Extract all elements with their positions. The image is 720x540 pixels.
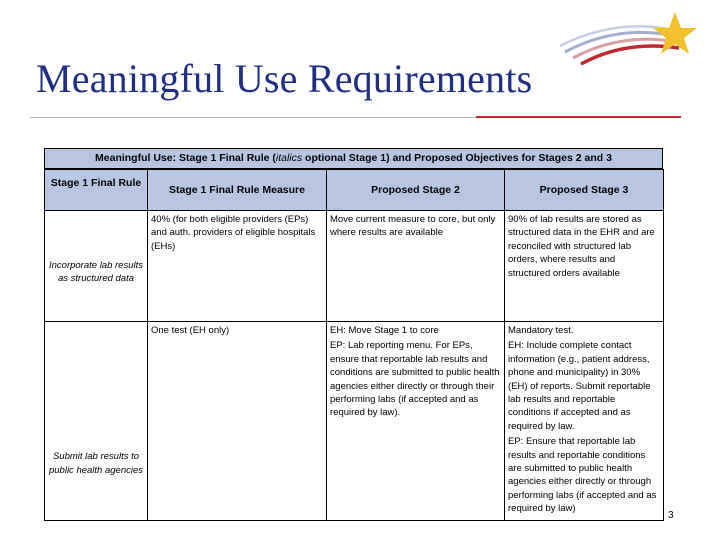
cell-paragraph: Mandatory test. <box>508 325 574 336</box>
title-accent-divider <box>476 116 681 118</box>
cell-paragraph: EP: Lab reporting menu. For EPs, ensure that reportable lab results and conditions are submitted to public health agencies either directly or through their performing labs (if accepted and as required by law). <box>330 340 500 419</box>
page-number: 3 <box>668 510 674 521</box>
banner-italic: italics <box>275 152 303 164</box>
stage2-cell <box>327 211 505 322</box>
stage3-cell <box>505 322 664 521</box>
header-stage1-final-rule: Stage 1 Final Rule <box>45 170 148 211</box>
table-banner <box>44 148 663 169</box>
slide-title: Meaningful Use Requirements <box>36 56 533 101</box>
cell-paragraph: 40% (for both eligible providers (EPs) and auth. providers of eligible hospitals (EHs) <box>151 214 316 252</box>
requirements-table <box>44 169 664 521</box>
objective-cell: Incorporate lab results as structured data <box>45 211 148 322</box>
cell-paragraph: 90% of lab results are stored as structured data in the EHR and are reconciled with structured lab orders, where results and structured orders available <box>508 214 655 279</box>
table-row <box>45 211 664 322</box>
stage2-cell <box>327 322 505 521</box>
measure-cell <box>148 322 327 521</box>
cell-paragraph: One test (EH only) <box>151 325 230 336</box>
header-stage1-measure: Stage 1 Final Rule Measure <box>148 170 327 211</box>
cell-paragraph: EP: Ensure that reportable lab results and reportable conditions are submitted to public health agencies either directly or through performing labs (if accepted and as required by law) <box>508 436 657 515</box>
cell-paragraph: EH: Include complete contact information (e.g., patient address, phone and municipality) in 30% (EH) of reports. Submit reportable lab results and reportable conditions if accepted and as required by law. <box>508 340 651 432</box>
header-proposed-stage2: Proposed Stage 2 <box>327 170 505 211</box>
objective-cell: Submit lab results to public health agencies <box>45 322 148 521</box>
header-proposed-stage3: Proposed Stage 3 <box>505 170 664 211</box>
cell-paragraph: EH: Move Stage 1 to core <box>330 325 439 336</box>
banner-lead: Meaningful Use: Stage 1 Final Rule ( <box>95 152 276 164</box>
table-header-row <box>45 170 664 211</box>
cell-paragraph: Move current measure to core, but only where results are available <box>330 214 496 239</box>
swoosh-star-icon <box>555 8 700 68</box>
banner-tail: optional Stage 1) and Proposed Objectives for Stages 2 and 3 <box>302 152 612 164</box>
stage3-cell <box>505 211 664 322</box>
measure-cell <box>148 211 327 322</box>
table-row <box>45 322 664 521</box>
